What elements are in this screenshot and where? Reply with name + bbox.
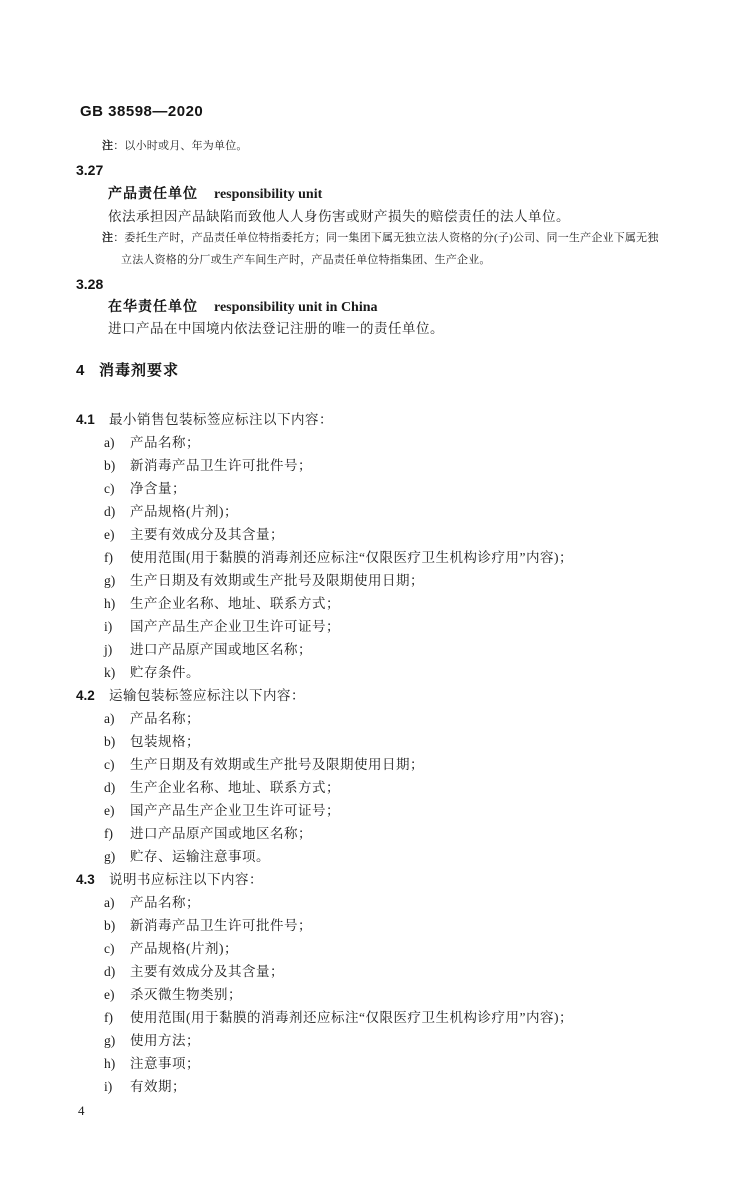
section-title: 消毒剂要求 xyxy=(99,362,180,379)
list-item-text: 包装规格； xyxy=(130,734,200,749)
term-title-zh: 产品责任单位 xyxy=(108,185,198,201)
list-item-letter: a) xyxy=(104,895,115,910)
list-item-text: 杀灭微生物类别； xyxy=(130,987,242,1002)
list-item-letter: h) xyxy=(104,1056,116,1071)
list-item-letter: d) xyxy=(104,780,116,795)
doc-code: GB 38598—2020 xyxy=(80,103,204,120)
list-item-text: 生产日期及有效期或生产批号及限期使用日期； xyxy=(130,757,424,772)
list-item-text: 使用方法； xyxy=(130,1033,200,1048)
list-item-letter: g) xyxy=(104,1033,116,1048)
list-item-text: 产品规格(片剂)； xyxy=(130,504,238,519)
list-item-text: 国产产品生产企业卫生许可证号； xyxy=(130,803,340,818)
list-item-text: 生产企业名称、地址、联系方式； xyxy=(130,596,340,611)
clause-number: 4.1 xyxy=(76,412,95,427)
clause-text: 说明书应标注以下内容： xyxy=(109,872,263,887)
list-item-letter: f) xyxy=(104,826,113,841)
list-item-letter: f) xyxy=(104,1010,113,1025)
note-label: 注 xyxy=(102,232,114,244)
term-title-en: responsibility unit in China xyxy=(214,300,378,315)
note-text xyxy=(102,141,248,152)
list-item-letter: a) xyxy=(104,435,115,450)
list-item-letter: a) xyxy=(104,711,115,726)
page-number: 4 xyxy=(78,1103,85,1118)
clause-number: 4.3 xyxy=(76,872,95,887)
list-item-text: 国产产品生产企业卫生许可证号； xyxy=(130,619,340,634)
term-definition: 依法承担因产品缺陷而致他人人身伤害或财产损失的赔偿责任的法人单位。 xyxy=(108,209,570,224)
note-body: ：委托生产时，产品责任单位特指委托方；同一集团下属无独立法人资格的分(子)公司、同一生产企业下属无独 xyxy=(113,232,659,244)
list-item-text: 净含量； xyxy=(130,481,186,496)
list-item-letter: b) xyxy=(104,734,116,749)
list-item-text: 生产企业名称、地址、联系方式； xyxy=(130,780,340,795)
list-item-text: 新消毒产品卫生许可批件号； xyxy=(130,918,312,933)
list-item-letter: e) xyxy=(104,803,115,818)
note-text: 立法人资格的分厂或生产车间生产时，产品责任单位特指集团、生产企业。 xyxy=(121,254,491,266)
list-item-text: 生产日期及有效期或生产批号及限期使用日期； xyxy=(130,573,424,588)
list-item-text: 新消毒产品卫生许可批件号； xyxy=(130,458,312,473)
note-body: ：以小时或月、年为单位。 xyxy=(113,140,248,152)
list-item-text: 贮存、运输注意事项。 xyxy=(130,849,270,864)
term-definition: 进口产品在中国境内依法登记注册的唯一的责任单位。 xyxy=(108,321,444,336)
list-item-letter: e) xyxy=(104,527,115,542)
list-item-letter: c) xyxy=(104,481,115,496)
list-item-text: 注意事项； xyxy=(130,1056,200,1071)
list-item-letter: g) xyxy=(104,849,116,864)
clause-text: 运输包装标签应标注以下内容： xyxy=(109,688,305,703)
list-item-text: 主要有效成分及其含量； xyxy=(130,527,284,542)
term-title-en: responsibility unit xyxy=(214,187,323,202)
list-item-letter: c) xyxy=(104,941,115,956)
term-title-zh: 在华责任单位 xyxy=(108,298,198,314)
list-item-text: 进口产品原产国或地区名称； xyxy=(130,826,312,841)
clause-text: 最小销售包装标签应标注以下内容： xyxy=(109,412,333,427)
list-item-letter: i) xyxy=(104,1079,113,1094)
list-item-letter: b) xyxy=(104,458,116,473)
clause-number: 4.2 xyxy=(76,688,95,703)
list-item-letter: d) xyxy=(104,504,116,519)
list-item-text: 使用范围(用于黏膜的消毒剂还应标注“仅限医疗卫生机构诊疗用”内容)； xyxy=(130,1010,573,1025)
list-item-letter: g) xyxy=(104,573,116,588)
list-item-text: 产品名称； xyxy=(130,895,200,910)
term-title-group xyxy=(108,299,378,315)
term-number: 3.27 xyxy=(76,162,104,178)
list-item-letter: d) xyxy=(104,964,116,979)
list-item-text: 进口产品原产国或地区名称； xyxy=(130,642,312,657)
list-item-text: 使用范围(用于黏膜的消毒剂还应标注“仅限医疗卫生机构诊疗用”内容)； xyxy=(130,550,573,565)
list-item-text: 产品规格(片剂)； xyxy=(130,941,238,956)
list-item-text: 产品名称； xyxy=(130,711,200,726)
list-item-letter: b) xyxy=(104,918,116,933)
list-item-letter: e) xyxy=(104,987,115,1002)
list-item-text: 主要有效成分及其含量； xyxy=(130,964,284,979)
section-number: 4 xyxy=(76,362,85,379)
note-text xyxy=(102,233,659,244)
list-item-letter: h) xyxy=(104,596,116,611)
term-number: 3.28 xyxy=(76,276,104,292)
list-item-text: 产品名称； xyxy=(130,435,200,450)
term-title-group xyxy=(108,186,322,202)
list-item-letter: f) xyxy=(104,550,113,565)
list-item-text: 贮存条件。 xyxy=(130,665,200,680)
list-item-letter: i) xyxy=(104,619,113,634)
list-item-letter: c) xyxy=(104,757,115,772)
list-item-letter: k) xyxy=(104,665,116,680)
note-label: 注 xyxy=(102,140,114,152)
list-item-letter: j) xyxy=(104,642,113,657)
list-item-text: 有效期； xyxy=(130,1079,186,1094)
